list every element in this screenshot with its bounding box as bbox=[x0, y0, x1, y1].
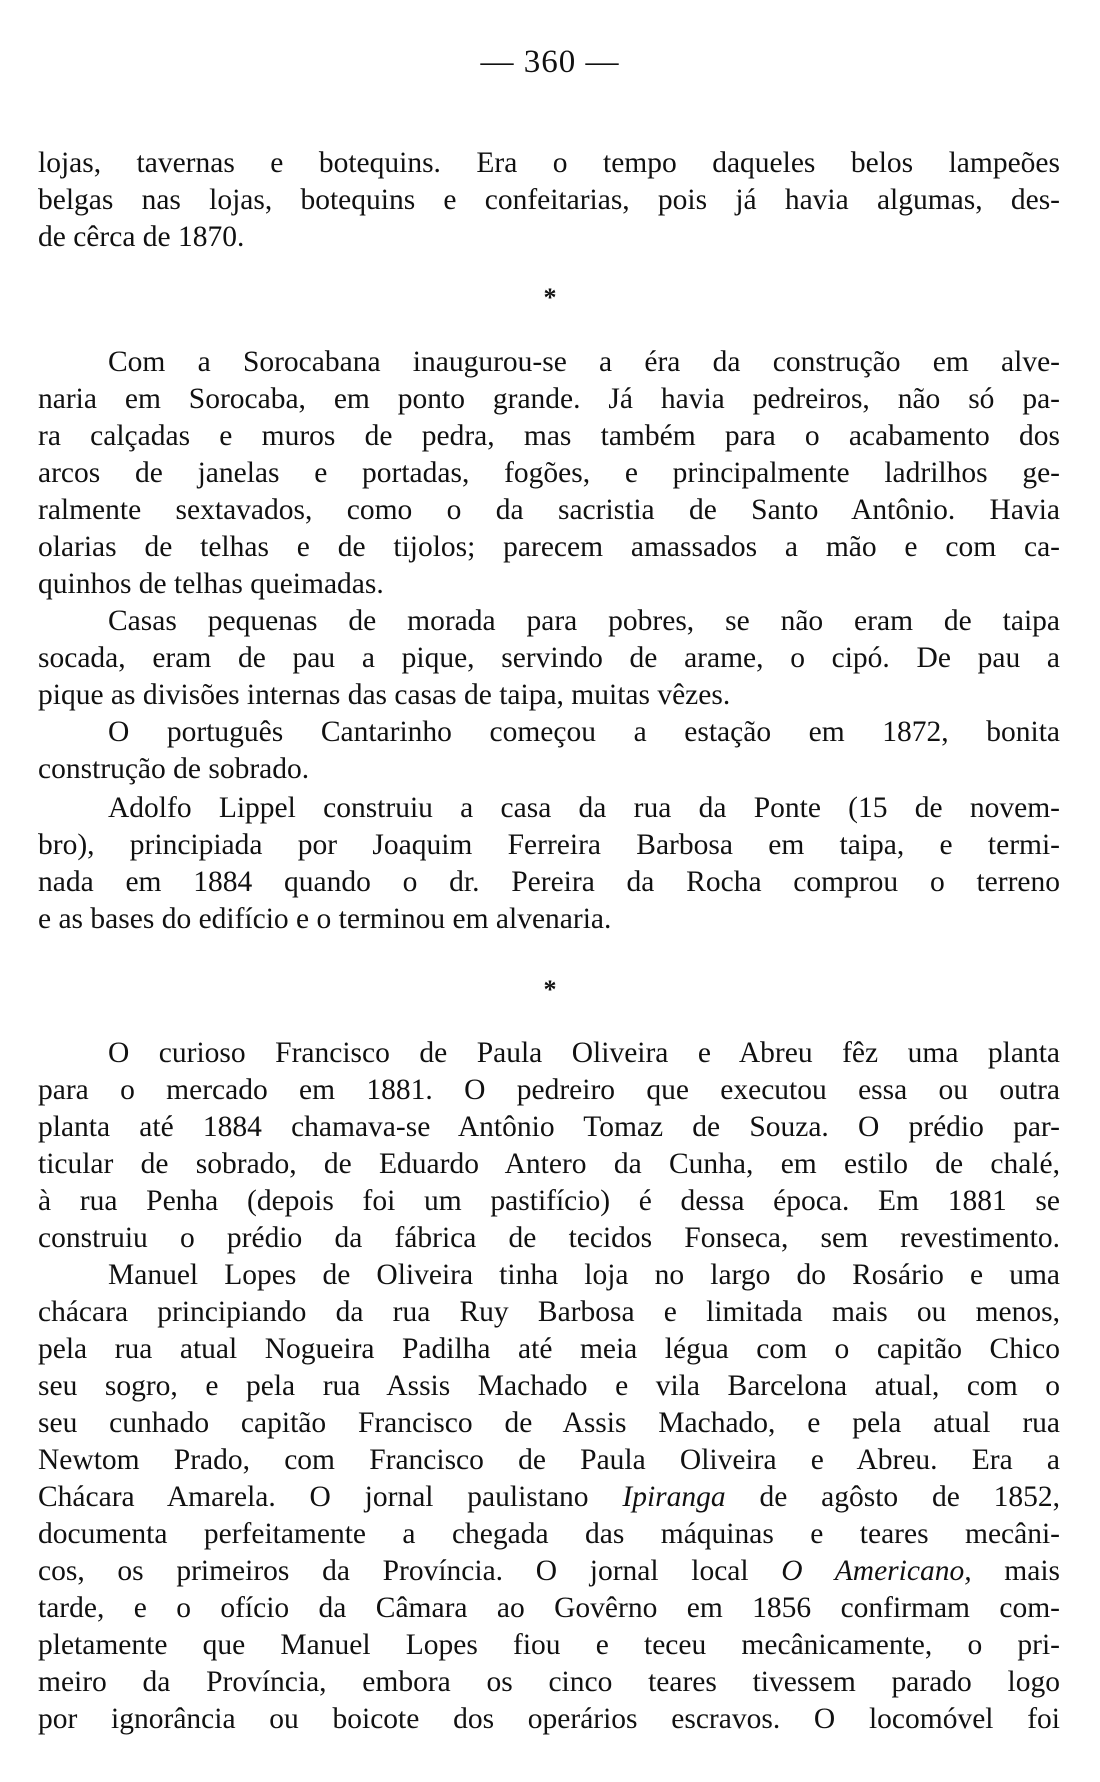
text-line: Newtom Prado, com Francisco de Paula Oliveira e Abreu. Era a bbox=[38, 1444, 1060, 1476]
text-line: chácara principiando da rua Ruy Barbosa e limitada mais ou menos, bbox=[38, 1296, 1060, 1328]
text-line: lojas, tavernas e botequins. Era o tempo daqueles belos lampeões bbox=[38, 147, 1060, 179]
page-number: — 360 — bbox=[480, 44, 620, 80]
text-line bbox=[38, 1479, 1060, 1515]
text-line: Manuel Lopes de Oliveira tinha loja no largo do Rosário e uma bbox=[108, 1259, 1060, 1291]
text-line: ra calçadas e muros de pedra, mas também para o acabamento dos bbox=[38, 420, 1060, 452]
text-line: planta até 1884 chamava-se Antônio Tomaz de Souza. O prédio par- bbox=[38, 1111, 1060, 1143]
text-line: pela rua atual Nogueira Padilha até meia légua com o capitão Chico bbox=[38, 1333, 1060, 1365]
text-line: Com a Sorocabana inaugurou-se a éra da construção em alve- bbox=[108, 346, 1060, 378]
text-line: à rua Penha (depois foi um pastifício) é dessa época. Em 1881 se bbox=[38, 1185, 1060, 1217]
text-line: pletamente que Manuel Lopes fiou e teceu mecânicamente, o pri- bbox=[38, 1629, 1060, 1661]
section-separator: * bbox=[543, 283, 557, 312]
text-line: por ignorância ou boicote dos operários escravos. O locomóvel foi bbox=[38, 1703, 1060, 1735]
text-line: construção de sobrado. bbox=[38, 753, 310, 785]
text-line: e as bases do edifício e o terminou em alvenaria. bbox=[38, 903, 612, 935]
text-line: Adolfo Lippel construiu a casa da rua da Ponte (15 de novem- bbox=[108, 792, 1060, 824]
text-line: meiro da Província, embora os cinco teares tivessem parado logo bbox=[38, 1666, 1060, 1698]
text-run: de agôsto de 1852, bbox=[725, 1481, 1060, 1513]
text-line: Casas pequenas de morada para pobres, se não eram de taipa bbox=[108, 605, 1060, 637]
text-line: nada em 1884 quando o dr. Pereira da Rocha comprou o terreno bbox=[38, 866, 1060, 898]
text-line: naria em Sorocaba, em ponto grande. Já havia pedreiros, não só pa- bbox=[38, 383, 1060, 415]
text-line: de cêrca de 1870. bbox=[38, 221, 245, 253]
text-line: seu cunhado capitão Francisco de Assis Machado, e pela atual rua bbox=[38, 1407, 1060, 1439]
text-line: O curioso Francisco de Paula Oliveira e Abreu fêz uma planta bbox=[108, 1037, 1060, 1069]
text-line: ralmente sextavados, como o da sacristia de Santo Antônio. Havia bbox=[38, 494, 1060, 526]
text-line: documenta perfeitamente a chegada das máquinas e teares mecâni- bbox=[38, 1518, 1060, 1550]
text-line: seu sogro, e pela rua Assis Machado e vila Barcelona atual, com o bbox=[38, 1370, 1060, 1402]
text-line: olarias de telhas e de tijolos; parecem amassados a mão e com ca- bbox=[38, 531, 1060, 563]
text-line: arcos de janelas e portadas, fogões, e principalmente ladrilhos ge- bbox=[38, 457, 1060, 489]
text-line: bro), principiada por Joaquim Ferreira Barbosa em taipa, e termi- bbox=[38, 829, 1060, 861]
newspaper-title: O Americano, bbox=[781, 1555, 972, 1587]
text-run: mais bbox=[971, 1555, 1060, 1587]
text-line: quinhos de telhas queimadas. bbox=[38, 568, 384, 600]
text-line: belgas nas lojas, botequins e confeitarias, pois já havia algumas, des- bbox=[38, 184, 1060, 216]
text-line: para o mercado em 1881. O pedreiro que executou essa ou outra bbox=[38, 1074, 1060, 1106]
text-line: O português Cantarinho começou a estação em 1872, bonita bbox=[108, 716, 1060, 748]
text-run: Chácara Amarela. O jornal paulistano bbox=[38, 1481, 623, 1513]
text-line: construiu o prédio da fábrica de tecidos Fonseca, sem revestimento. bbox=[38, 1222, 1060, 1254]
text-line bbox=[38, 1553, 1060, 1589]
newspaper-title: Ipiranga bbox=[622, 1481, 726, 1513]
text-run: cos, os primeiros da Província. O jornal local bbox=[38, 1555, 782, 1587]
text-line: socada, eram de pau a pique, servindo de arame, o cipó. De pau a bbox=[38, 642, 1060, 674]
text-line: pique as divisões internas das casas de taipa, muitas vêzes. bbox=[38, 679, 731, 711]
text-line: tarde, e o ofício da Câmara ao Govêrno em 1856 confirmam com- bbox=[38, 1592, 1060, 1624]
text-line: ticular de sobrado, de Eduardo Antero da Cunha, em estilo de chalé, bbox=[38, 1148, 1060, 1180]
section-separator: * bbox=[543, 975, 557, 1004]
